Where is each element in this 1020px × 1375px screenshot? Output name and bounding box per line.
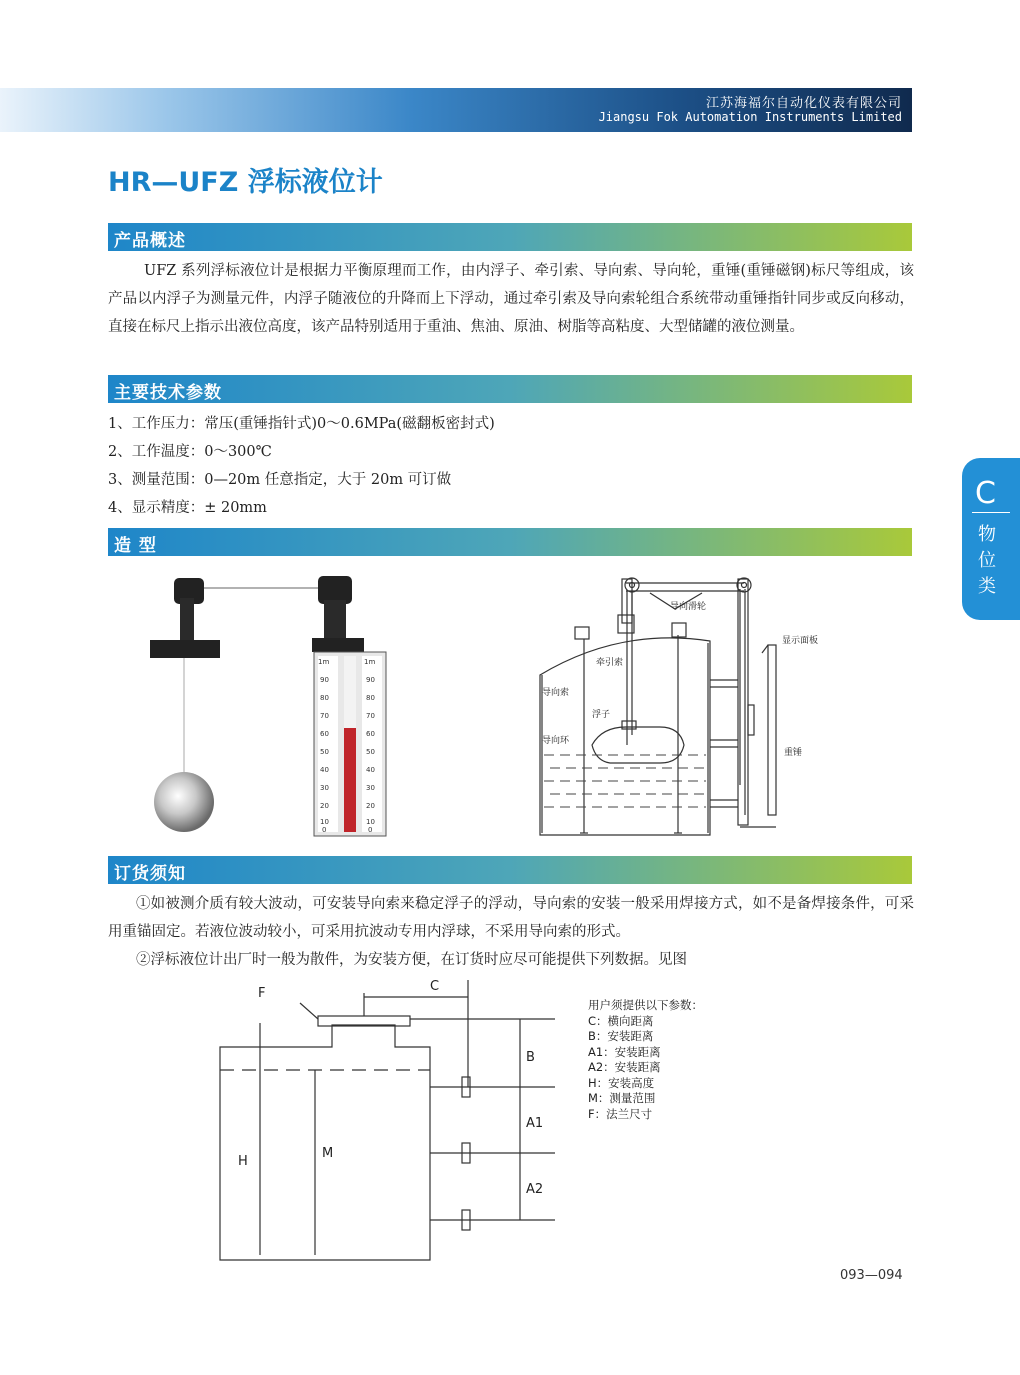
label-H: H bbox=[238, 1154, 248, 1169]
dimension-diagram bbox=[200, 975, 580, 1265]
product-illustration bbox=[140, 570, 400, 840]
company-name-en: Jiangsu Fok Automation Instruments Limited bbox=[598, 110, 902, 124]
section-title: 造 型 bbox=[114, 536, 157, 556]
svg-text:0: 0 bbox=[322, 826, 327, 834]
param-item: A2：安装距离 bbox=[588, 1060, 661, 1074]
category-letter: C bbox=[975, 476, 996, 511]
label-float: 浮子 bbox=[592, 710, 611, 720]
svg-text:80: 80 bbox=[320, 694, 329, 702]
svg-text:80: 80 bbox=[366, 694, 375, 702]
ordering-paragraph-2: ②浮标液位计出厂时一般为散件，为安装方便，在订货时应尽可能提供下列数据。见图 bbox=[136, 952, 687, 968]
svg-text:60: 60 bbox=[320, 730, 329, 738]
category-word: 物 bbox=[978, 524, 996, 545]
section-title: 主要技术参数 bbox=[114, 383, 222, 403]
label-M: M bbox=[322, 1146, 334, 1161]
svg-text:50: 50 bbox=[320, 748, 329, 756]
svg-text:90: 90 bbox=[366, 676, 375, 684]
ordering-paragraph-1: ①如被测介质有较大波动，可安装导向索来稳定浮子的浮动，导向索的安装一般采用焊接方式，如不是备焊接条件，可采用重锚固定。若液位波动较小，可采用抗波动专用内浮球，不采用导向索的形式。 bbox=[108, 896, 914, 940]
category-word: 位 bbox=[978, 550, 996, 571]
label-A2: A2 bbox=[526, 1182, 544, 1197]
svg-text:40: 40 bbox=[366, 766, 375, 774]
section-header-model bbox=[108, 528, 912, 556]
page-number: 093—094 bbox=[840, 1268, 903, 1283]
svg-text:40: 40 bbox=[320, 766, 329, 774]
label-pulley: 导向滑轮 bbox=[670, 602, 707, 612]
spec-item: 4、显示精度：± 20mm bbox=[108, 500, 267, 516]
svg-text:70: 70 bbox=[320, 712, 329, 720]
section-title: 订货须知 bbox=[114, 864, 186, 884]
svg-text:60: 60 bbox=[366, 730, 375, 738]
category-tab[interactable] bbox=[962, 458, 1020, 620]
label-weight: 重锤 bbox=[784, 748, 803, 758]
param-item: B：安装距离 bbox=[588, 1029, 654, 1043]
label-F: F bbox=[258, 986, 266, 1001]
category-word: 类 bbox=[978, 576, 996, 597]
label-C: C bbox=[430, 979, 440, 994]
param-item: A1：安装距离 bbox=[588, 1044, 661, 1059]
tab-divider bbox=[972, 512, 1010, 513]
param-item: H：安装高度 bbox=[588, 1075, 655, 1090]
page-title: HR—UFZ 浮标液位计 bbox=[108, 167, 383, 198]
svg-text:10: 10 bbox=[320, 818, 329, 826]
svg-text:20: 20 bbox=[320, 802, 329, 810]
label-A1: A1 bbox=[526, 1116, 544, 1131]
svg-text:70: 70 bbox=[366, 712, 375, 720]
param-item: M：测量范围 bbox=[588, 1091, 656, 1105]
svg-text:90: 90 bbox=[320, 676, 329, 684]
label-guide-cable: 导向索 bbox=[542, 688, 570, 698]
label-guide-ring: 导向环 bbox=[542, 736, 570, 746]
label-traction: 牵引索 bbox=[596, 658, 624, 668]
params-title: 用户须提供以下参数： bbox=[588, 998, 703, 1012]
svg-text:1m: 1m bbox=[364, 658, 376, 666]
param-item: F：法兰尺寸 bbox=[588, 1106, 653, 1121]
tank-schematic bbox=[530, 565, 840, 845]
params-list bbox=[588, 998, 703, 1122]
header-banner bbox=[0, 88, 912, 132]
section-header-overview bbox=[108, 223, 912, 251]
label-panel: 显示面板 bbox=[782, 636, 819, 646]
svg-text:30: 30 bbox=[320, 784, 329, 792]
section-header-ordering bbox=[108, 856, 912, 884]
label-B: B bbox=[526, 1050, 535, 1065]
param-item: C：横向距离 bbox=[588, 1013, 654, 1028]
svg-text:10: 10 bbox=[366, 818, 375, 826]
spec-item: 3、测量范围：0—20m 任意指定，大于 20m 可订做 bbox=[108, 472, 452, 488]
spec-item: 2、工作温度：0～300℃ bbox=[108, 444, 272, 460]
section-header-specs bbox=[108, 375, 912, 403]
company-name-cn: 江苏海福尔自动化仪表有限公司 bbox=[705, 96, 902, 111]
section-title: 产品概述 bbox=[114, 231, 186, 251]
svg-text:0: 0 bbox=[368, 826, 373, 834]
float-ball bbox=[154, 772, 214, 832]
svg-text:1m: 1m bbox=[318, 658, 330, 666]
svg-text:30: 30 bbox=[366, 784, 375, 792]
overview-paragraph: UFZ 系列浮标液位计是根据力平衡原理而工作，由内浮子、牵引索、导向索、导向轮，重锤(重锤磁钢)标尺等组成，该产品以内浮子为测量元件，内浮子随液位的升降而上下浮动，通过牵引索及导向索轮组合系统带动重锤指针同步或反向移动，直接在标尺上指示出液位高度，该产品特别适用于重油、焦油、原油、树脂等高粘度、大型储罐的液位测量。 bbox=[108, 263, 914, 335]
spec-item: 1、工作压力：常压(重锤指针式)0～0.6MPa(磁翻板密封式) bbox=[108, 416, 495, 432]
svg-text:20: 20 bbox=[366, 802, 375, 810]
svg-text:50: 50 bbox=[366, 748, 375, 756]
